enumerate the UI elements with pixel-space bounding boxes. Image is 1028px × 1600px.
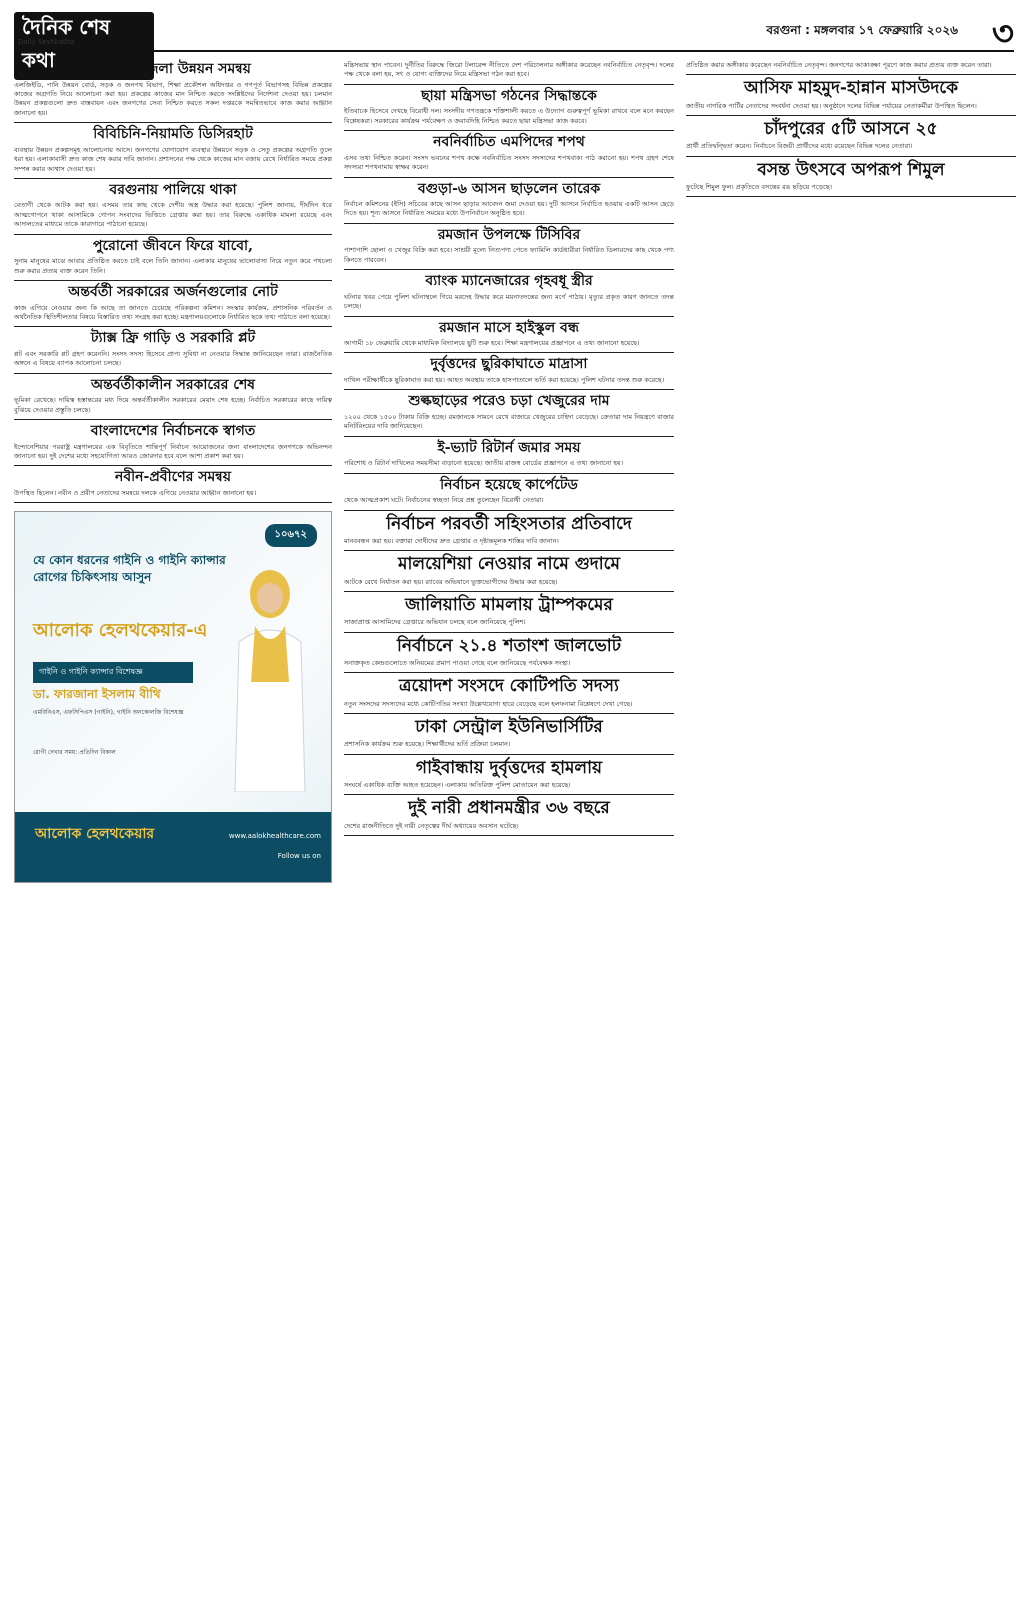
column-2 [344,58,674,1588]
story-body: মানববন্ধন করা হয়। বক্তারা দোষীদের দ্রুত গ্রেপ্তার ও দৃষ্টান্তমূলক শাস্তির দাবি জানান। [344,536,559,545]
story-headline[interactable]: নবনির্বাচিত এমপিদের শপথ [433,134,585,151]
ad-brand: আলোক হেলথকেয়ার-এ [33,620,208,642]
ad-footer [15,812,331,882]
news-story[interactable] [344,437,674,474]
news-story[interactable] [686,58,1016,75]
news-story[interactable] [344,714,674,755]
ad-hotline[interactable]: ১০৬৭২ [265,524,318,547]
story-headline[interactable]: দুই নারী প্রধানমন্ত্রীর ৩৬ বছরে [408,798,610,819]
news-story[interactable] [686,157,1016,198]
story-body: জাতীয় নাগরিক পার্টির নেতাদের সংবর্ধনা দেওয়া হয়। অনুষ্ঠানে দলের বিভিন্ন পর্যায়ের নেতাকর্মীরা উপস্থিত ছিলেন। [686,101,977,110]
story-body: আটকে রেখে নির্যাতন করা হয়। র‍্যাবের অভিযানে ভুক্তভোগীদের উদ্ধার করা হয়েছে। [344,577,558,586]
news-story[interactable] [344,58,674,85]
story-headline[interactable]: চাঁদপুরের ৫টি আসনে ২৫ [764,119,938,140]
story-body: দাখিল পরীক্ষার্থীকে ছুরিকাঘাত করা হয়। আহত অবস্থায় তাকে হাসপাতালে ভর্তি করা হয়েছে। পুলিশ ঘটনার তদন্ত শুরু করেছে। [344,375,665,384]
doctor-portrait-icon [225,562,315,792]
story-headline[interactable]: নির্বাচনে ২১.৪ শতাংশ জালভোট [397,635,621,656]
logo-english: Daily Seshkatha [18,38,75,46]
story-headline[interactable]: বরগুনা জেলা উন্নয়ন সমন্বয় [95,61,251,77]
news-story[interactable] [344,85,674,131]
news-story[interactable] [344,755,674,796]
story-body: উপস্থিত ছিলেন। নবীন ও প্রবীণ নেতাদের সমন্বয়ে দলকে এগিয়ে নেওয়ার আহ্বান জানানো হয়। [14,488,257,497]
story-body: ইতিবাচক হিসেবে দেখছে বিরোধী দল। সংসদীয় গণতন্ত্রকে শক্তিশালী করতে এ উদ্যোগ গুরুত্বপূর্ণ ভূমিকা রাখবে বলে মনে করছেন বিশ্লেষকরা। সরকারের কার্যক্রম পর্যবেক্ষণ ও জবাবদিহি নিশ্চিত করতে ছায়া মন্ত্রিসভা কাজ করবে। [344,107,674,125]
story-headline[interactable]: বিবিচিনি-নিয়ামতি ডিসিরহাট [93,126,253,143]
page-number: ৩ [991,14,1014,54]
news-story[interactable] [686,116,1016,157]
news-story[interactable] [344,224,674,270]
story-headline[interactable]: পুরোনো জীবনে ফিরে যাবো, [93,237,253,254]
news-story[interactable] [14,123,332,179]
story-headline[interactable]: রমজান মাসে হাইস্কুল বন্ধ [439,319,579,336]
news-story[interactable] [344,592,674,633]
ad-follow: Follow us on [277,852,321,861]
story-body: থেকে আত্মপ্রকাশ ঘটে। নির্বাচনের স্বচ্ছতা নিয়ে প্রশ্ন তুলেছেন বিরোধী নেতারা। [344,496,544,505]
ad-logo: আলোক হেলথকেয়ার [35,826,155,843]
story-headline[interactable]: ব্যাংক ম্যানেজারের গৃহবধূ স্ত্রীর [425,273,593,290]
story-body: সুনাম মানুষের মাঝে আবার প্রতিষ্ঠিত করতে চাই বলে তিনি জানান। এলাকার মানুষের ভালোবাসা নিয়ে নতুন করে পথচলা শুরু করার প্রত্যয় ব্যক্ত করেন তিনি। [14,257,332,275]
ad-specialty: গাইনি ও গাইনি ক্যান্সার বিশেষজ্ঞ [33,662,193,683]
story-body: বেতাগী থেকে আটক করা হয়। এসময় তার কাছ থেকে দেশীয় অস্ত্র উদ্ধার করা হয়েছে। পুলিশ জানায়, দীর্ঘদিন ধরে আত্মগোপনে থাকা আসামিকে গোপন সংবাদের ভিত্তিতে গ্রেপ্তার করা হয়। তার বিরুদ্ধে একাধিক মামলা রয়েছে এবং আদালতের মাধ্যমে তাকে কারাগারে পাঠানো হয়েছে। [14,201,332,229]
story-headline[interactable]: ই-ভ্যাট রিটার্ন জমার সময় [437,439,581,456]
story-body: মন্ত্রিসভায় স্থান পাবেন। দুর্নীতির বিরুদ্ধে জিরো টলারেন্স নীতিতে দেশ পরিচালনার অঙ্গীকার করেছেন নবনির্বাচিত নেতৃবৃন্দ। দলের পক্ষ থেকে বলা হয়, সৎ ও যোগ্য ব্যক্তিদের নিয়ে মন্ত্রিসভা গঠন করা হবে। [344,61,674,79]
news-story[interactable] [686,75,1016,116]
story-headline[interactable]: নবীন-প্রবীণের সমন্বয় [115,469,231,486]
news-story[interactable] [14,374,332,420]
story-body: ইন্দোনেশিয়ার পররাষ্ট্র মন্ত্রণালয়ের এক বিবৃতিতে শান্তিপূর্ণ নির্বাচন আয়োজনের জন্য বাংলাদেশের জনগণকে অভিনন্দন জানানো হয়। দুই দেশের মধ্যে সহযোগিতা আরও জোরদার হবে বলে আশা প্রকাশ করা হয়। [14,442,332,461]
news-story[interactable] [344,474,674,511]
story-headline[interactable]: নির্বাচন পরবর্তী সহিংসতার প্রতিবাদে [386,513,632,534]
news-story[interactable] [344,795,674,836]
ad-degrees: এমবিবিএস, এফসিপিএস (গাইনি), গাইনি অনকোলজি বিশেষজ্ঞ [33,709,184,717]
story-body: ১২০০ থেকে ১৫০০ টাকায় বিক্রি হচ্ছে। রমজানকে সামনে রেখে বাজারে খেজুরের চাহিদা বেড়েছে। ক্রেতারা দাম নিয়ন্ত্রণে বাজার মনিটরিংয়ের দাবি জানিয়েছেন। [344,412,674,431]
news-story[interactable] [344,353,674,390]
story-headline[interactable]: অন্তর্বর্তীকালীন সরকারের শেষ [91,376,255,393]
news-story[interactable] [344,270,674,316]
story-body: প্লট এবং সরকারি প্লট গ্রহণ করেননি। সংসদ সদস্য হিসেবে প্রাপ্য সুবিধা না নেওয়ার সিদ্ধান্ত জানিয়েছেন তারা। রাজনৈতিক অঙ্গনে এ বিষয়ে ব্যাপক আলোচনা চলছে। [14,349,332,368]
news-story[interactable] [14,466,332,503]
story-body: প্রার্থী প্রতিদ্বন্দ্বিতা করেন। নির্বাচনে বিজয়ী প্রার্থীদের মধ্যে রয়েছেন বিভিন্ন দলের নেতারা। [686,142,913,151]
column-3 [686,58,1016,1588]
story-body: সনাক্তকৃত কেন্দ্রগুলোতে অনিয়মের প্রমাণ পাওয়া গেছে বলে জানিয়েছে পর্যবেক্ষক সংস্থা। [344,658,571,667]
news-story[interactable] [344,633,674,674]
news-story[interactable] [344,131,674,177]
story-body: এলজিইডি, পানি উন্নয়ন বোর্ড, সড়ক ও জনপথ বিভাগ, শিক্ষা প্রকৌশল অধিদপ্তর ও গণপূর্ত বিভাগসহ বিভিন্ন প্রকল্পের কাজের অগ্রগতি নিয়ে আলোচনা করা হয়। প্রকল্পের কাজের মান নিশ্চিত করতে সংশ্লিষ্টদের নির্দেশনা দেওয়া হয়। চলমান উন্নয়ন প্রকল্পগুলো দ্রুত বাস্তবায়ন এবং জনগণের সেবা নিশ্চিত করতে সকল দপ্তরকে সমন্বিতভাবে কাজ করার আহ্বান জানানো হয়। [14,80,332,117]
story-headline[interactable]: বাংলাদেশের নির্বাচনকে স্বাগত [90,423,256,440]
news-story[interactable] [344,551,674,592]
story-body: ব্যবস্থায় উন্নয়ন প্রকল্পসমূহ আলোচনায় আসে। জনগণের যোগাযোগ ব্যবস্থার উন্নয়নে সড়ক ও সেতু প্রকল্পের অগ্রগতি তুলে ধরা হয়। এলাকাবাসী দ্রুত কাজ শেষ করার দাবি জানান। প্রশাসনের পক্ষ থেকে কাজের মান বজায় রেখে নির্ধারিত সময়ে প্রকল্প সম্পন্ন করার আশ্বাস দেওয়া হয়। [14,145,332,173]
news-story[interactable] [14,420,332,466]
story-body: নির্বাচন কমিশনের (ইসি) সচিবের কাছে আসন ছাড়ার আবেদন জমা দেওয়া হয়। দুটি আসনে নির্বাচিত হওয়ায় একটি আসন ছেড়ে দিতে হয়। শূন্য আসনে নির্ধারিত সময়ের মধ্যে উপনির্বাচন অনুষ্ঠিত হবে। [344,200,674,218]
news-story[interactable] [14,179,332,235]
story-headline[interactable]: বসন্ত উৎসবে অপরূপ শিমুল [757,159,945,180]
story-body: আগামী ১৮ ফেব্রুয়ারি থেকে মাধ্যমিক বিদ্যালয়ে ছুটি শুরু হবে। শিক্ষা মন্ত্রণালয়ের প্রজ্ঞাপনে এ তথ্য জানানো হয়েছে। [344,339,640,348]
story-headline[interactable]: শুল্কছাড়ের পরেও চড়া খেজুরের দাম [408,393,610,410]
story-body: প্রতিষ্ঠিত করার অঙ্গীকার করেছেন নবনির্বাচিত নেতৃবৃন্দ। জনগণের আকাঙ্ক্ষা পূরণে কাজ করার প্রত্যয় ব্যক্ত করেন তারা। [686,61,992,69]
news-story[interactable] [14,281,332,327]
story-body: এসব তথ্য নিশ্চিত করেন। সংসদ ভবনের শপথ কক্ষে নবনির্বাচিত সংসদ সদস্যদের শপথবাক্য পাঠ করানো হয়। শপথ গ্রহণ শেষে সদস্যরা শপথনামায় স্বাক্ষর করেন। [344,153,674,172]
dateline: বরগুনা : মঙ্গলবার ১৭ ফেব্রুয়ারি ২০২৬ [766,23,958,37]
story-body: প্রশাসনিক কার্যক্রম শুরু হয়েছে। শিক্ষার্থীদের ভর্তি প্রক্রিয়া চলমান। [344,740,511,749]
newspaper-logo[interactable] [14,12,154,72]
story-headline[interactable]: দুর্বৃত্তদের ছুরিকাঘাতে মাদ্রাসা [430,356,588,373]
news-story[interactable] [344,390,674,436]
story-body: সাজাপ্রাপ্ত আসামিদের গ্রেপ্তারে অভিযান চলছে বলে জানিয়েছে পুলিশ। [344,618,526,627]
story-body: দেশের রাজনীতিতে দুই নারী নেতৃত্বের দীর্ঘ অধ্যায়ের অবসান ঘটেছে। [344,821,519,830]
story-headline[interactable]: জালিয়াতি মামলায় ট্রাম্পকমের [405,594,613,615]
story-headline[interactable]: নির্বাচন হয়েছে কার্পেটেড [440,476,578,493]
story-body: ঘটনার খবর পেয়ে পুলিশ ঘটনাস্থলে গিয়ে মরদেহ উদ্ধার করে ময়নাতদন্তের জন্য মর্গে পাঠায়। মৃত্যুর প্রকৃত কারণ জানতে তদন্ত চলছে। [344,292,674,311]
story-body: ফুটেছে শিমুল ফুল। প্রকৃতিতে বসন্তের রঙ ছড়িয়ে পড়েছে। [686,183,832,192]
story-body: সংঘর্ষে একাধিক ব্যক্তি আহত হয়েছেন। এলাকায় অতিরিক্ত পুলিশ মোতায়েন করা হয়েছে। [344,780,571,789]
story-body: নতুন সংসদের সদস্যদের মধ্যে কোটিপতির সংখ্যা উল্লেখযোগ্য হারে বেড়েছে বলে হলফনামা বিশ্লেষণে দেখা গেছে। [344,699,633,708]
story-headline[interactable]: রমজান উপলক্ষে টিসিবির [437,226,581,243]
advertisement[interactable] [14,511,332,883]
column-1 [14,58,332,1588]
ad-schedule: রোগী দেখার সময়: প্রতিদিন বিকাল [33,749,116,757]
story-headline[interactable]: বরগুনায় পালিয়ে থাকা [109,181,237,198]
ad-doctor-name: ডা. ফারজানা ইসলাম বীথি [33,687,161,702]
news-story[interactable] [344,511,674,552]
story-headline[interactable]: ত্রয়োদশ সংসদে কোটিপতি সদস্য [399,676,619,697]
story-headline[interactable]: ছায়া মন্ত্রিসভা গঠনের সিদ্ধান্তকে [421,87,597,104]
ad-headline: যে কোন ধরনের গাইনি ও গাইনি ক্যান্সার রোগের চিকিৎসায় আসুন [33,553,226,585]
story-headline[interactable]: মালয়েশিয়া নেওয়ার নামে গুদামে [398,554,620,575]
story-body: পাশাপাশি ছোলা ও খেজুর বিক্রি করা হবে। সাশ্রয়ী মূল্যে নিত্যপণ্য পেতে ফ্যামিলি কার্ডধারীরা নির্ধারিত ডিলারদের কাছ থেকে পণ্য কিনতে পারবেন। [344,246,674,264]
story-headline[interactable]: ট্যাক্স ফ্রি গাড়ি ও সরকারি প্লট [90,330,256,347]
news-story[interactable] [14,235,332,281]
logo-text: দৈনিক শেষ কথা [14,12,154,80]
ad-website[interactable]: www.aalokhealthcare.com [228,832,321,841]
story-headline[interactable]: বগুড়া-৬ আসন ছাড়লেন তারেক [417,180,601,197]
story-headline[interactable]: আসিফ মাহমুদ-হান্নান মাসউদকে [743,78,959,99]
news-story[interactable] [14,327,332,373]
story-body: ভূমিকা রেখেছে। দায়িত্ব হস্তান্তরের মধ্য দিয়ে অন্তর্বর্তীকালীন সরকারের মেয়াদ শেষ হচ্ছে। নির্বাচিত সরকারের কাছে দায়িত্ব বুঝিয়ে দেওয়ার প্রস্তুতি চলছে। [14,396,332,414]
news-story[interactable] [344,317,674,354]
story-headline[interactable]: অন্তর্বর্তী সরকারের অর্জনগুলোর নোট [68,284,278,301]
story-headline[interactable]: ঢাকা সেন্ট্রাল ইউনিভার্সিটির [415,716,603,737]
news-story[interactable] [344,673,674,714]
story-body: কাজ এগিয়ে নেওয়ার জন্য কি আছে তা জানতে চেয়েছে পরিকল্পনা কমিশন। সংস্কার কার্যক্রম, প্রশাসনিক পরিবর্তন ও অর্থনৈতিক স্থিতিশীলতার বিষয়ে বিস্তারিত তথ্য সংগ্রহ করা হচ্ছে। মন্ত্রণালয়গুলোকে নির্ধারিত ছকে তথ্য পাঠাতে বলা হয়েছে। [14,303,332,321]
news-story[interactable] [14,58,332,123]
story-headline[interactable]: গাইবান্ধায় দুর্বৃত্তদের হামলায় [415,757,603,778]
news-story[interactable] [344,178,674,224]
story-body: পরিশোধ ও রিটার্ন দাখিলের সময়সীমা বাড়ানো হয়েছে। জাতীয় রাজস্ব বোর্ডের প্রজ্ঞাপনে এ তথ্য জানানো হয়। [344,459,624,468]
